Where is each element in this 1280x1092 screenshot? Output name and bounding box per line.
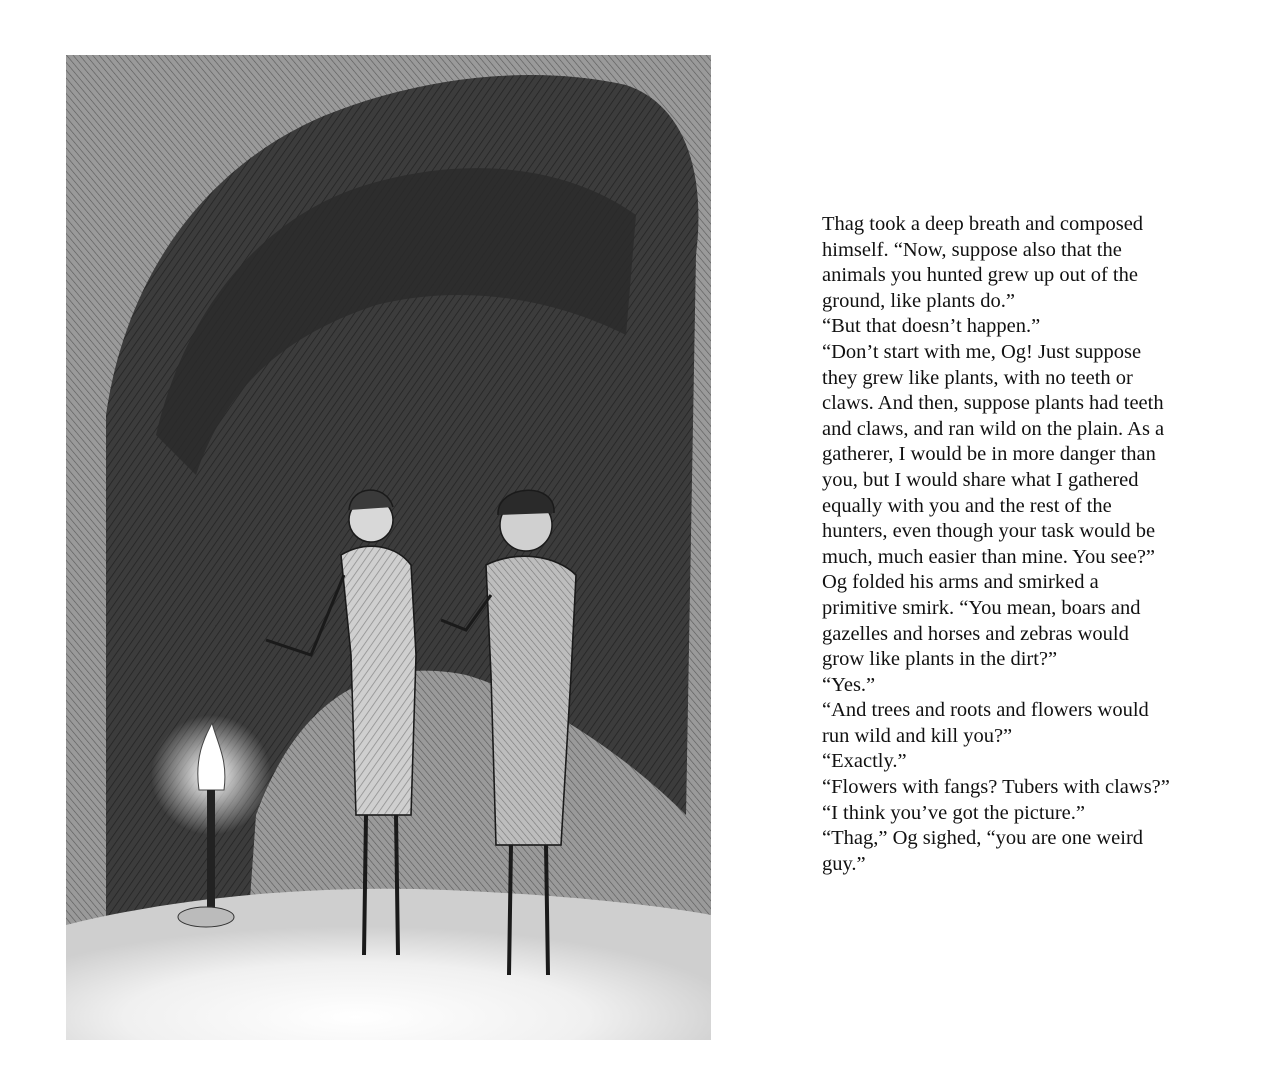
cave-illustration <box>66 55 711 1040</box>
text-line: “Don’t start with me, Og! Just suppose <box>822 340 1142 363</box>
text-line: they grew like plants, with no teeth or <box>822 366 1133 389</box>
text-line: claws. And then, suppose plants had teeth <box>822 392 1164 415</box>
cave-floor <box>66 889 711 1040</box>
text-line: primitive smirk. “You mean, boars and <box>822 596 1141 619</box>
text-line: animals you hunted grew up out of the <box>822 264 1138 287</box>
cave-scene-illustration-icon <box>66 55 711 1040</box>
text-line: “Thag,” Og sighed, “you are one weird <box>822 827 1144 850</box>
text-line: much, much easier than mine. You see?” <box>822 545 1156 568</box>
text-line: “And trees and roots and flowers would <box>822 699 1149 722</box>
text-line: gatherer, I would be in more danger than <box>822 443 1156 466</box>
text-line: guy.” <box>822 852 866 875</box>
text-line: “But that doesn’t happen.” <box>822 315 1041 338</box>
text-line: gazelles and horses and zebras would <box>822 622 1129 645</box>
story-text <box>822 212 1202 877</box>
text-line: ground, like plants do.” <box>822 289 1016 312</box>
text-line: equally with you and the rest of the <box>822 494 1112 517</box>
text-line: hunters, even though your task would be <box>822 520 1156 543</box>
text-line: and claws, and ran wild on the plain. As a <box>822 417 1165 440</box>
text-line: himself. “Now, suppose also that the <box>822 238 1122 261</box>
text-line: “I think you’ve got the picture.” <box>822 801 1085 824</box>
text-line: run wild and kill you?” <box>822 724 1013 747</box>
text-line: “Flowers with fangs? Tubers with claws?” <box>822 776 1170 799</box>
text-line: “Exactly.” <box>822 750 907 773</box>
text-line: grow like plants in the dirt?” <box>822 648 1058 671</box>
text-line: “Yes.” <box>822 673 876 696</box>
text-line: Thag took a deep breath and composed <box>822 213 1144 235</box>
text-line: Og folded his arms and smirked a <box>822 571 1099 594</box>
text-line: you, but I would share what I gathered <box>822 468 1139 491</box>
